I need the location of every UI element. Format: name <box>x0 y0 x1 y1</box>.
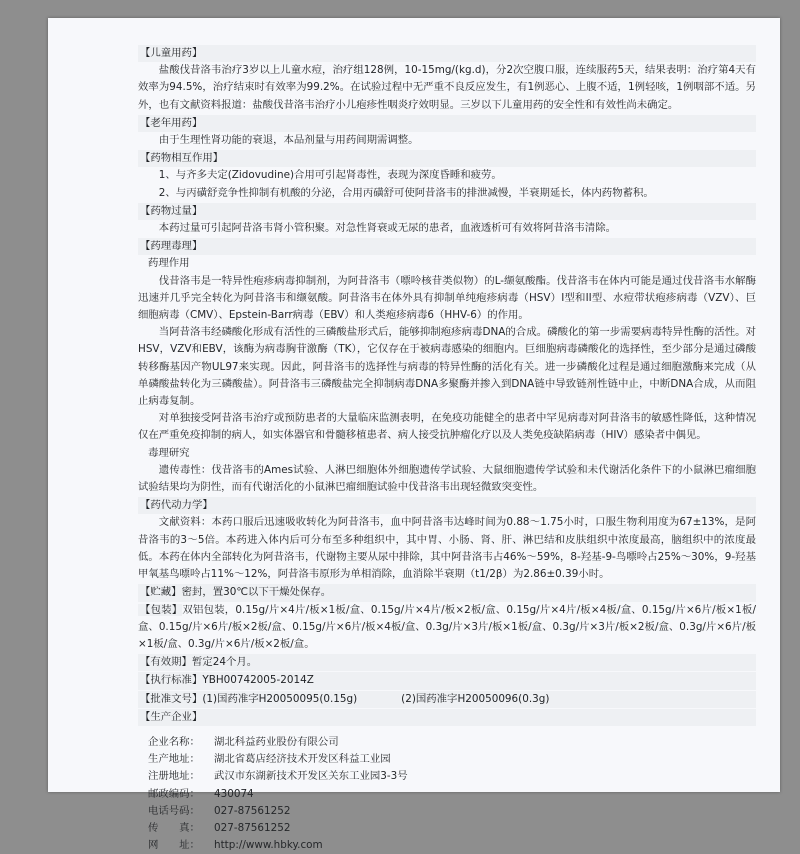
approval-item: (1)国药准字H20050095(0.15g) <box>202 692 358 705</box>
pharmacology-heading: 【药理毒理】 <box>138 238 756 255</box>
approval-item: (2)国药准字H20050096(0.3g) <box>401 692 550 705</box>
approval-heading: 【批准文号】 <box>140 692 203 705</box>
standard-row <box>138 672 756 689</box>
interactions-heading: 【药物相互作用】 <box>138 150 756 167</box>
validity-heading: 【有效期】 <box>140 656 192 669</box>
manufacturer-field: 网 址： http://www.hbky.com <box>148 839 323 852</box>
pediatric-heading: 【儿童用药】 <box>138 45 756 62</box>
overdose-heading: 【药物过量】 <box>138 203 756 220</box>
manufacturer-field: 邮政编码： 430074 <box>148 787 254 800</box>
storage-text: 密封，置30℃以下干燥处保存。 <box>181 586 332 599</box>
standard-text: YBH00742005-2014Z <box>202 674 314 687</box>
leaflet-content <box>138 44 756 854</box>
pharmacology-paragraph: 当阿昔洛韦经磷酸化形成有活性的三磷酸盐形式后，能够抑制疱疹病毒DNA的合成。磷酸化的第一步需要病毒特异性酶的活性。对HSV，VZV和EBV，该酶为病毒胸苷激酶（TK），它仅存在于被病毒感染的细胞内。巨细胞病毒磷酸化的选择性，至少部分是通过磷酸转移酶基因产物UL97来实现。因此，阿昔洛韦的选择性与病毒的特异性酶的活化有关。进一步磷酸化过程是通过细胞激酶来完成（从单磷酸盐转化为三磷酸盐）。阿昔洛韦三磷酸盐完全抑制病毒DNA多聚酶并掺入到DNA链中导致链剂性链中止，中断DNA合成，从而阻止病毒复制。 <box>138 326 756 408</box>
pharmacokinetics-text: 文献资料：本药口服后迅速吸收转化为阿昔洛韦，血中阿昔洛韦达峰时间为0.88～1.75小时，口服生物利用度为67±13%，是阿昔洛韦的3～5倍。本药进入体内后可分布至多种组织中，其中胃、小肠、肾、肝、淋巴结和皮肤组织中浓度最高，脑组织中的浓度最低。本药在体内全部转化为阿昔洛韦，代谢物主要从尿中排除，其中阿昔洛韦占46%～59%，8-羟基-9-鸟嘌呤占25%～30%，9-羟基甲氧基鸟嘌呤占11%～12%，阿昔洛韦原形为单相消除，血消除半衰期（t1/2β）为2.86±0.39小时。 <box>138 516 756 581</box>
storage-row <box>138 584 756 601</box>
packaging-heading: 【包装】 <box>140 603 183 616</box>
pharmacology-paragraph: 对单独接受阿昔洛韦治疗或预防患者的大量临床监测表明，在免疫功能健全的患者中罕见病毒对阿昔洛韦的敏感性降低，这种情况仅在严重免疫抑制的病人，如实体器官和骨髓移植患者、病人接受抗肿瘤化疗以及人类免疫缺陷病毒（HIV）感染者中偶见。 <box>138 412 756 442</box>
interaction-item: 1、与齐多夫定(Zidovudine)合用可引起肾毒性，表现为深度昏睡和疲劳。 <box>158 169 502 182</box>
pharmacokinetics-heading: 【药代动力学】 <box>138 497 756 514</box>
manufacturer-field: 传 真： 027-87561252 <box>148 821 291 834</box>
pharmacology-subheading: 药理作用 <box>148 257 190 270</box>
leaflet-page <box>48 18 780 852</box>
manufacturer-field: 生产地址： 湖北省葛店经济技术开发区科益工业园 <box>148 753 391 766</box>
storage-heading: 【贮藏】 <box>140 586 182 599</box>
validity-text: 暂定24个月。 <box>191 656 258 669</box>
approval-row <box>138 691 756 708</box>
packaging-row <box>138 602 756 654</box>
pediatric-text: 盐酸伐昔洛韦治疗3岁以上儿童水痘，治疗组128例，10-15mg/(kg.d)，分2次空腹口服，连续服药5天，结果表明：治疗第4天有效率为94.5%，治疗结束时有效率为99.2%。在试验过程中无严重不良反应发生，有1例恶心、上腹不适，1例轻咳，1例咽部不适。另外，也有文献资料报道：盐酸伐昔洛韦治疗小儿疱疹性咽炎疗效明显。三岁以下儿童用药的安全性和有效性尚未确定。 <box>138 64 756 111</box>
validity-row <box>138 654 756 671</box>
manufacturer-field: 电话号码： 027-87561252 <box>148 804 291 817</box>
manufacturer-field: 企业名称： 湖北科益药业股份有限公司 <box>148 735 339 748</box>
manufacturer-heading: 【生产企业】 <box>138 709 756 726</box>
toxicology-paragraph: 遗传毒性：伐昔洛韦的Ames试验、人淋巴细胞体外细胞遗传学试验、大鼠细胞遗传学试验和未代谢活化条件下的小鼠淋巴瘤细胞试验结果均为阴性，而有代谢活化的小鼠淋巴瘤细胞试验中伐昔洛韦出现轻微致突变性。 <box>138 463 756 494</box>
standard-heading: 【执行标准】 <box>140 674 203 687</box>
manufacturer-field: 注册地址： 武汉市东湖新技术开发区关东工业园3-3号 <box>148 770 408 783</box>
interaction-item: 2、与丙磺舒竞争性抑制有机酸的分泌，合用丙磺舒可使阿昔洛韦的排泄减慢，半衰期延长，体内药物蓄积。 <box>158 186 654 199</box>
overdose-text: 本药过量可引起阿昔洛韦肾小管积聚。对急性肾衰或无尿的患者，血液透析可有效将阿昔洛韦清除。 <box>158 222 616 235</box>
toxicology-subheading: 毒理研究 <box>148 446 190 459</box>
packaging-text: 双铝包装，0.15g/片×4片/板×1板/盒、0.15g/片×4片/板×2板/盒、0.15g/片×4片/板×4板/盒、0.15g/片×6片/板×1板/盒、0.15g/片×6片/板×2板/盒、0.15g/片×6片/板×4板/盒、0.3g/片×3片/板×1板/盒、0.3g/片×3片/板×2板/盒、0.3g/片×6片/板×1板/盒、0.3g/片×6片/板×2板/盒。 <box>138 603 757 650</box>
elderly-heading: 【老年用药】 <box>138 115 756 132</box>
pharmacology-paragraph: 伐昔洛韦是一特异性疱疹病毒抑制剂，为阿昔洛韦（嘌呤核苷类似物）的L-缬氨酸酯。伐昔洛韦在体内可能是通过伐昔洛韦水解酶迅速并几乎完全转化为阿昔洛韦和缬氨酸。阿昔洛韦在体外具有抑制单纯疱疹病毒（HSV）I型和II型、水痘带状疱疹病毒（VZV）、巨细胞病毒（CMV）、Epstein-Barr病毒（EBV）和人类疱疹病毒6（HHV-6）的作用。 <box>138 274 756 322</box>
elderly-text: 由于生理性肾功能的衰退，本品剂量与用药间期需调整。 <box>158 134 419 147</box>
